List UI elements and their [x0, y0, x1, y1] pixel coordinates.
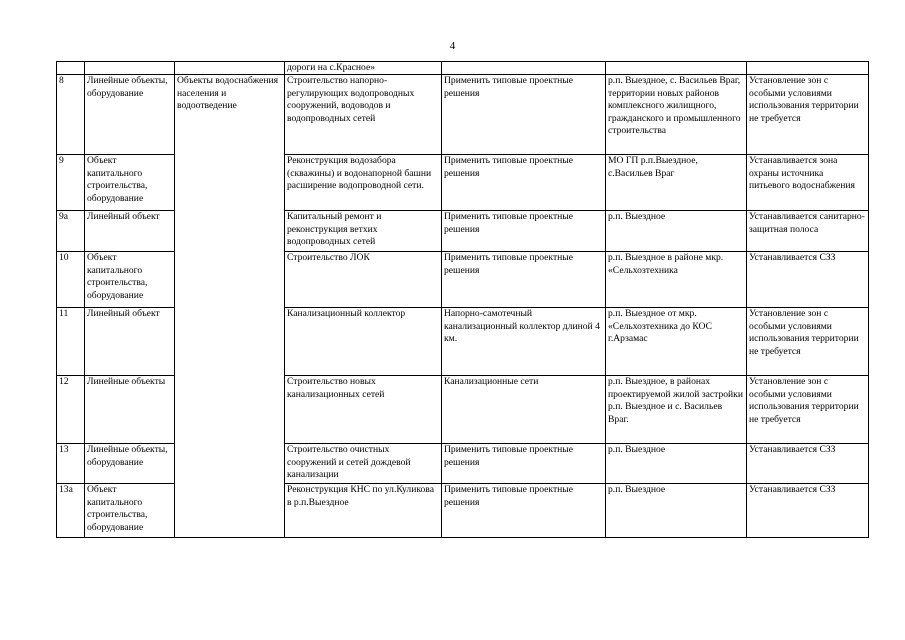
cell-num: 9 [57, 155, 85, 211]
cell-type: Линейный объект [85, 308, 175, 376]
cell-params: Применить типовые проектные решения [442, 75, 606, 155]
cell-name: Строительство очистных сооружений и сетей дождевой канализации [285, 444, 442, 484]
cell-num: 13 [57, 444, 85, 484]
cell-location: р.п. Выездное [606, 484, 747, 538]
cell-params: Применить типовые проектные решения [442, 252, 606, 308]
cell-params: Применить типовые проектные решения [442, 155, 606, 211]
cell-num: 10 [57, 252, 85, 308]
cell-location: р.п. Выездное [606, 444, 747, 484]
cell-num: 12 [57, 376, 85, 444]
cell-name: Реконструкция КНС по ул.Куликова в р.п.Выездное [285, 484, 442, 538]
cell-num: 8 [57, 75, 85, 155]
cell-type: Объект капитального строительства, оборудование [85, 252, 175, 308]
cell-type: Линейные объекты [85, 376, 175, 444]
cell-location: р.п. Выездное, с. Васильев Враг, территории новых районов комплексного жилищного, гражданского и промышленного строительства [606, 75, 747, 155]
cell-name: Строительство ЛОК [285, 252, 442, 308]
cell-location: МО ГП р.п.Выездное, с.Васильев Враг [606, 155, 747, 211]
cell-num: 13а [57, 484, 85, 538]
cell-params: Применить типовые проектные решения [442, 211, 606, 252]
cell-zones: Устанавливается зона охраны источника питьевого водоснабжения [747, 155, 869, 211]
cell-group [175, 62, 285, 75]
cell-type: Объект капитального строительства, оборудование [85, 484, 175, 538]
cell-type: Объект капитального строительства, оборудование [85, 155, 175, 211]
cell-type: Линейный объект [85, 211, 175, 252]
cell-params: Применить типовые проектные решения [442, 444, 606, 484]
cell-name: дороги на с.Красное» [285, 62, 442, 75]
cell-params: Напорно-самотечный канализационный коллектор длиной 4 км. [442, 308, 606, 376]
cell-name: Строительство новых канализационных сетей [285, 376, 442, 444]
cell-zones: Устанавливается санитарно-защитная полоса [747, 211, 869, 252]
cell-zones: Установление зон с особыми условиями использования территории не требуется [747, 376, 869, 444]
cell-type [85, 62, 175, 75]
page-number: 4 [449, 40, 456, 52]
cell-zones: Устанавливается СЗЗ [747, 252, 869, 308]
cell-location [606, 62, 747, 75]
cell-location: р.п. Выездное в районе мкр. «Сельхозтехника [606, 252, 747, 308]
table-row-continued [57, 62, 869, 75]
cell-zones: Установление зон с особыми условиями использования территории не требуется [747, 308, 869, 376]
cell-location: р.п. Выездное [606, 211, 747, 252]
cell-type: Линейные объекты, оборудование [85, 444, 175, 484]
cell-params: Канализационные сети [442, 376, 606, 444]
cell-name: Канализационный коллектор [285, 308, 442, 376]
cell-num [57, 62, 85, 75]
cell-num: 9а [57, 211, 85, 252]
cell-type: Линейные объекты, оборудование [85, 75, 175, 155]
planning-table [56, 61, 869, 538]
cell-params: Применить типовые проектные решения [442, 484, 606, 538]
cell-location: р.п. Выездное от мкр. «Сельхозтехника до КОС г.Арзамас [606, 308, 747, 376]
cell-name: Реконструкция водозабора (скважины) и водонапорной башни расширение водопроводной сети. [285, 155, 442, 211]
cell-zones: Устанавливается СЗЗ [747, 484, 869, 538]
cell-group: Объекты водоснабжения населения и водоотведение [175, 75, 285, 538]
cell-name: Строительство напорно-регулирующих водопроводных сооружений, водоводов и водопроводных сетей [285, 75, 442, 155]
cell-name: Капитальный ремонт и реконструкция ветхих водопроводных сетей [285, 211, 442, 252]
cell-location: р.п. Выездное, в районах проектируемой жилой застройки р.п. Выездное и с. Васильев Враг. [606, 376, 747, 444]
cell-zones: Установление зон с особыми условиями использования территории не требуется [747, 75, 869, 155]
cell-params [442, 62, 606, 75]
cell-num: 11 [57, 308, 85, 376]
cell-zones [747, 62, 869, 75]
table-row [57, 75, 869, 155]
cell-zones: Устанавливается СЗЗ [747, 444, 869, 484]
